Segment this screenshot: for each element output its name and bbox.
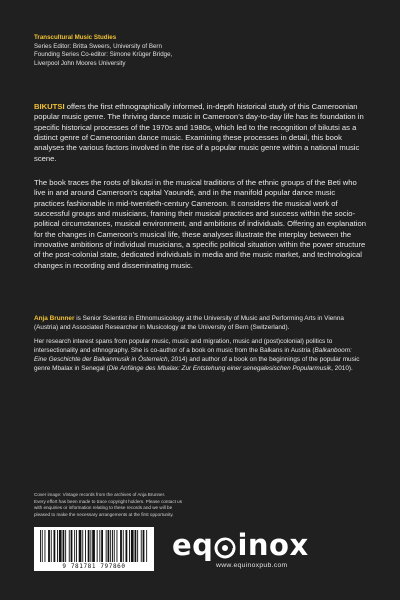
series-editor: Series Editor: Britta Sweers, University of Bern [34,42,162,50]
author-research-text: Her research interest spans from popular music, music and migration, music and (post)colonial) politics to intersectionality and ethnography. She is co-author of a book on music from the Balkans in Austria ( [34,338,333,355]
blurb-paragraph-1 [34,102,366,164]
series-coeditor: Founding Series Co-editor: Simone Krüger Bridge, [34,51,173,59]
cover-credits [34,492,234,518]
logo-text-left: eq [172,528,214,562]
isbn-barcode [34,527,154,571]
series-title: Transcultural Music Studies [34,34,117,41]
credits-line: Cover image: Vintage records from the archives of Anja Brunner. [34,492,166,497]
author-research-text-2: , 2014) and author of a book on the beginnings of the popular music genre Mbalax in Senegal ( [34,356,360,373]
author-bio-text: is Senior Scientist in Ethnomusicology at the University of Music and Performing Arts in Vienna (Austria) and Associated Researcher in Musicology at the University of Bern (Switzerland). [34,315,344,332]
isbn-digits: 9 781781 797860 [62,563,126,570]
credits-line: pleased to make the necessary arrangements at the first opportunity. [34,511,174,517]
publisher-logo-area [172,530,372,580]
series-coeditor-affiliation: Liverpool John Moores University [34,59,126,67]
author-name: Anja Brunner [34,315,75,322]
book-title-keyword: BIKUTSI [34,102,65,111]
series-info [34,34,172,68]
credits-line: with enquiries or information relating to these records and we will be [34,505,173,511]
logo-text-right: inox [237,528,309,562]
author-bio [34,314,366,379]
publisher-logo [172,530,372,560]
author-research [34,337,366,373]
author-intro [34,314,366,332]
barcode-bars [38,530,150,562]
author-research-text-3: , 2010). [331,365,353,373]
book-title-balkanboom: Balkanboom: Eine Geschichte der Balkanmusik in Österreich [34,347,352,364]
blurb-paragraph-2: The book traces the roots of bikutsi in the musical traditions of the ethnic groups of the Beti who live in and around Cameroon’s capital Yaoundé, and in the manifold popular dance music practices fashionable in mid-twentieth-century Cameroon. It considers the musical work of successful groups and musicians, framing their musical practices and success within the socio-political circumstances, musical environment, and ambitions of individuals. Offering an explanation for the changes in Cameroon’s musical life, these analyses illustrate the interplay between the innovative ambitions of individual musicians, a specific political situation within the power structure of the post-colonial state, dedicated individuals in media and the music market, and technological changes in recording and disseminating music. [34,178,366,270]
book-title-mbalax: Die Anfänge des Mbalax: Zur Entstehung einer senegalesischen Popularmusik [108,365,332,373]
swirl-icon [214,534,236,556]
credits-line: Every effort has been made to trace copyright holders. Please contact us [34,498,183,504]
publisher-url: www.equinoxpub.com [216,562,288,569]
blurb-paragraph-1-text: offers the first ethnographically informed, in-depth historical study of this Cameroonian popular music genre. The thriving dance music in Cameroon’s day-to-day life has its foundation in specific historical processes of the 1970s and 1980s, which led to the recognition of bikutsi as a distinct genre of Cameroonian dance music. Examining these processes in detail, this book analyses the various factors involved in the rise of a popular music genre within a national music scene. [34,102,364,163]
